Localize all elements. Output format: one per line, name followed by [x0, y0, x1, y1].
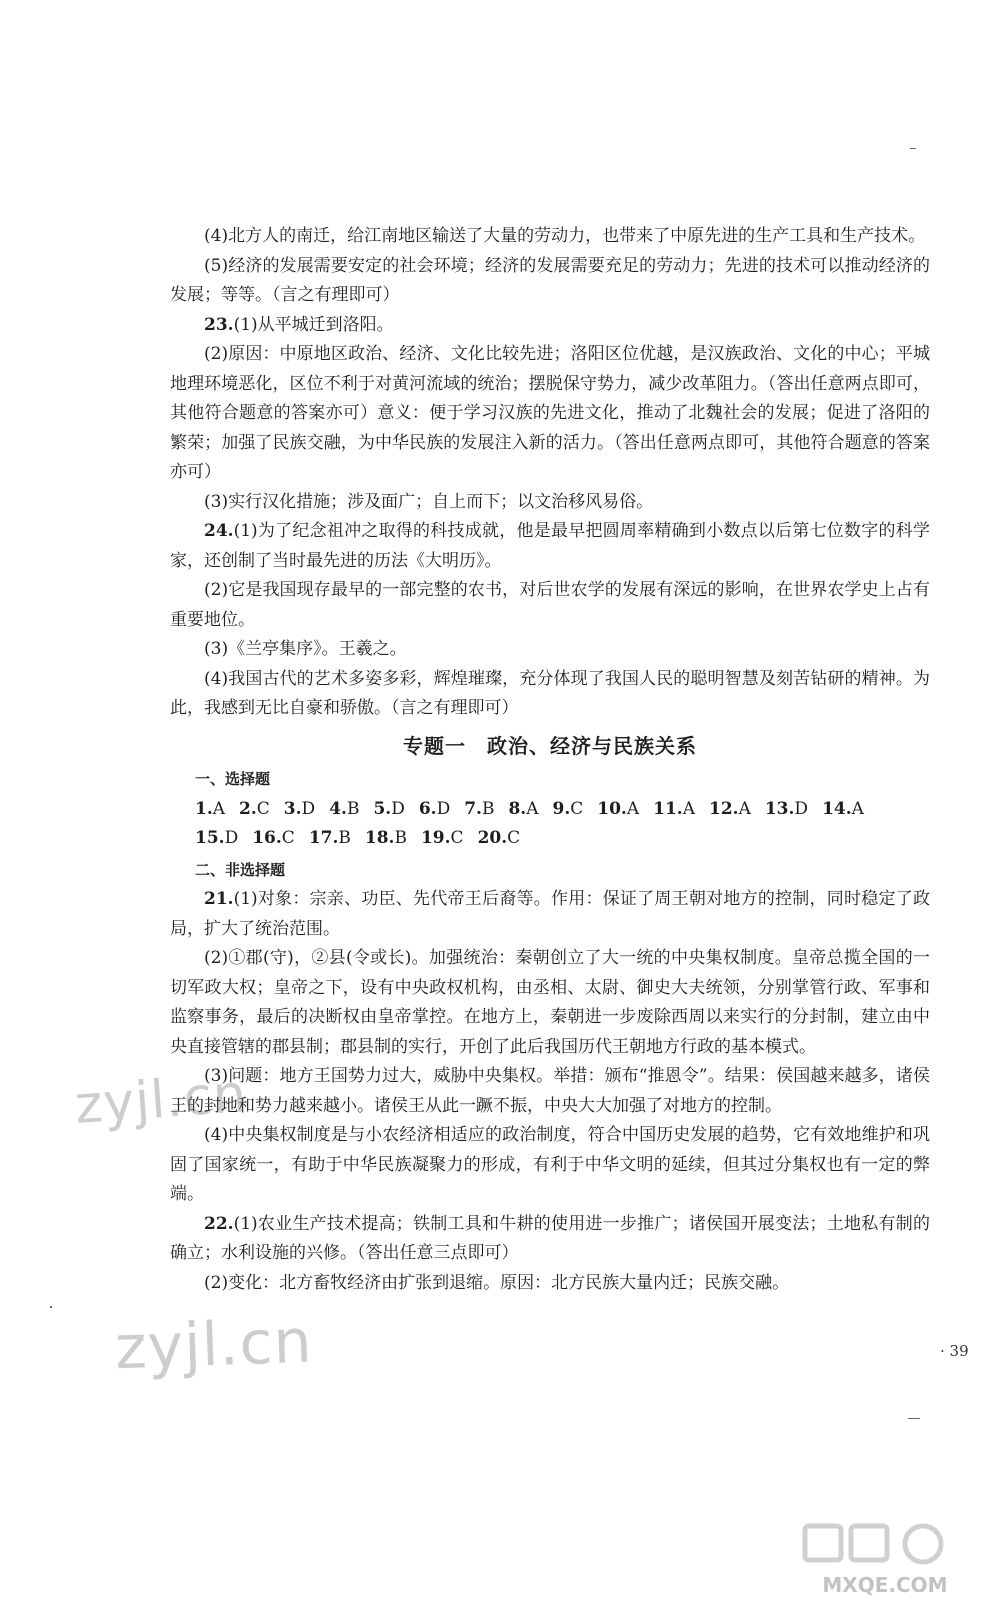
subhead-non-multiple-choice: 二、非选择题: [195, 860, 286, 879]
mcq-answer: [195, 795, 225, 825]
mcq-choice: D: [794, 798, 809, 819]
mcq-number: 16.: [252, 828, 282, 848]
multiple-choice-answers: [195, 795, 930, 854]
mcq-choice: D: [391, 798, 405, 819]
answer-paragraph: [170, 885, 930, 944]
answer-text: (1)农业生产技术提高；铁制工具和牛耕的使用进一步推广；诸侯国开展变法；土地私有制的确立；水利设施的兴修。（答出任意三点即可）: [170, 1213, 930, 1263]
mcq-choice: A: [851, 798, 864, 819]
answer-paragraph: [170, 944, 930, 1062]
mcq-number: 14.: [822, 798, 852, 819]
mcq-choice: A: [526, 798, 539, 819]
mcq-number: 18.: [364, 828, 395, 848]
mcq-number: 13.: [764, 798, 795, 819]
mcq-answer: [464, 795, 494, 825]
answer-text: (4)北方人的南迁，给江南地区输送了大量的劳动力，也带来了中原先进的生产工具和生产技术。: [204, 226, 926, 246]
mcq-choice: B: [481, 798, 495, 819]
answer-text: (2)原因：中原地区政治、经济、文化比较先进；洛阳区位优越，是汉族政治、文化的中心；平城地理环境恶化，区位不利于对黄河流域的统治；摆脱保守势力，减少改革阻力。（答出任意两点即可，其他符合题意的答案亦可）意义：便于学习汉族的先进文化，推动了北魏社会的发展；促进了洛阳的繁荣；加强了民族交融，为中华民族的发展注入新的活力。（答出任意两点即可，其他符合题意的答案亦可）: [170, 344, 930, 482]
answer-text: (4)中央集权制度是与小农经济相适应的政治制度，符合中国历史发展的趋势，它有效地维护和巩固了国家统一，有助于中华民族凝聚力的形成，有利于中华文明的延续，但其过分集权也有一定的弊端。: [170, 1125, 930, 1204]
answer-text: (1)从平城迁到洛阳。: [233, 314, 394, 335]
mcq-choice: C: [507, 828, 521, 848]
answer-paragraph: [170, 340, 930, 488]
scan-speck: [908, 1418, 920, 1419]
mcq-choice: A: [682, 798, 695, 819]
answer-text: (4)我国古代的艺术多姿多彩，辉煌璀璨，充分体现了我国人民的聪明智慧及刻苦钻研的精神。为此，我感到无比自豪和骄傲。（言之有理即可）: [170, 668, 930, 718]
answer-paragraph: [170, 517, 930, 576]
mcq-answer: [508, 795, 538, 825]
mcq-number: 12.: [708, 798, 739, 819]
mcq-answer: [421, 824, 464, 854]
mcq-number: 19.: [420, 828, 451, 848]
mcq-choice: C: [256, 798, 270, 819]
answer-paragraph: [170, 222, 930, 252]
bottom-answers: [170, 885, 930, 1298]
mcq-answer: [239, 795, 270, 825]
mcq-answer: [284, 795, 315, 825]
question-number: 23.: [204, 314, 234, 335]
answer-paragraph: [170, 1062, 930, 1121]
mcq-answer: [765, 795, 808, 825]
answer-paragraph: [170, 1269, 930, 1299]
mcq-number: 6.: [418, 798, 437, 819]
question-number: 21.: [204, 889, 234, 909]
mcq-answer: [597, 795, 639, 825]
scan-speck: [910, 148, 916, 149]
mcq-answer: [252, 824, 295, 854]
mcq-number: 5.: [373, 798, 392, 819]
mcq-number: 4.: [329, 798, 347, 819]
mcq-answer: [195, 824, 238, 854]
mcq-number: 9.: [552, 798, 571, 819]
mcq-answer: [373, 795, 404, 825]
answer-text: (2)①郡(守)，②县(令或长)。加强统治：秦朝创立了大一统的中央集权制度。皇帝总揽全国的一切军政大权；皇帝之下，设有中央政权机构，由丞相、太尉、御史大夫统领，分别掌管行政、军事和监察事务，最后的决断权由皇帝掌控。在地方上，秦朝进一步废除西周以来实行的分封制，建立由中央直接管辖的郡县制；郡县制的实行，开创了此后我国历代王朝地方行政的基本模式。: [170, 948, 930, 1057]
answer-paragraph: [170, 635, 930, 665]
mcq-number: 8.: [508, 798, 527, 819]
mcq-number: 11.: [653, 798, 683, 819]
corner-logo-text: MXQE.COM: [822, 1573, 948, 1597]
mcq-answer: [329, 795, 359, 825]
mcq-number: 20.: [477, 828, 508, 848]
mcq-choice: D: [224, 828, 239, 848]
answer-text: (1)为了纪念祖冲之取得的科技成就，他是最早把圆周率精确到小数点以后第七位数字的科学家，还创制了当时最先进的历法《大明历》。: [170, 521, 930, 571]
mcq-choice: C: [570, 798, 584, 819]
mcq-choice: A: [212, 798, 226, 819]
answer-paragraph: [170, 488, 930, 518]
watermark-text: zyjl.cn: [113, 1306, 314, 1384]
answer-page-content: [170, 222, 930, 1298]
mcq-choice: C: [450, 828, 464, 848]
answer-text: (5)经济的发展需要安定的社会环境；经济的发展需要充足的劳动力；先进的技术可以推动经济的发展；等等。（言之有理即可）: [170, 255, 930, 305]
answer-text: (3)问题：地方王国势力过大，威胁中央集权。举措：颁布“推恩令”。结果：侯国越来越多，诸侯王的封地和势力越来越小。诸侯王从此一蹶不振，中央大大加强了对地方的控制。: [170, 1066, 930, 1116]
page-number: · 39: [940, 1342, 969, 1360]
mcq-number: 1.: [195, 798, 213, 819]
mcq-number: 2.: [239, 798, 257, 819]
mcq-number: 7.: [464, 798, 482, 819]
question-number: 24.: [204, 521, 234, 541]
section-title: 专题一 政治、经济与民族关系: [403, 733, 697, 758]
mcq-choice: B: [346, 798, 360, 819]
mcq-choice: D: [436, 798, 451, 819]
mcq-answer: [419, 795, 450, 825]
corner-logo: [785, 1520, 985, 1600]
watermark-text: zyjl.cn: [73, 1064, 249, 1136]
mcq-answer: [553, 795, 584, 825]
answer-paragraph: [170, 665, 930, 724]
answer-text: (2)它是我国现存最早的一部完整的农书，对后世农学的发展有深远的影响，在世界农学史上占有重要地位。: [170, 580, 930, 630]
answer-paragraph: [170, 576, 930, 635]
subhead-multiple-choice: 一、选择题: [195, 770, 271, 788]
mcq-number: 10.: [597, 798, 627, 819]
answer-paragraph: [170, 1210, 930, 1269]
mcq-choice: D: [301, 798, 316, 819]
mcq-answer: [478, 824, 521, 854]
mcq-answer: [309, 824, 351, 854]
question-number: 22.: [204, 1213, 234, 1234]
mcq-answer: [709, 795, 751, 825]
mcq-choice: B: [338, 828, 351, 848]
mcq-answer: [822, 795, 864, 825]
answer-paragraph: [170, 1121, 930, 1210]
mcq-number: 17.: [308, 828, 339, 848]
answer-text: (1)对象：宗亲、功臣、先代帝王后裔等。作用：保证了周王朝对地方的控制，同时稳定了政局，扩大了统治范围。: [170, 889, 930, 939]
mcq-answer: [365, 824, 407, 854]
answer-text: (3)实行汉化措施；涉及面广；自上而下；以文治移风易俗。: [204, 491, 654, 512]
answer-text: (3)《兰亭集序》。王羲之。: [204, 639, 407, 659]
answer-paragraph: [170, 252, 930, 311]
mcq-choice: B: [394, 828, 407, 848]
scan-speck: [50, 1306, 52, 1308]
mcq-number: 3.: [283, 798, 302, 819]
top-answers: [170, 222, 930, 724]
mcq-answer: [653, 795, 695, 825]
mcq-choice: C: [281, 828, 295, 848]
mcq-choice: A: [626, 798, 640, 819]
mcq-number: 15.: [195, 828, 225, 848]
answer-text: (2)变化：北方畜牧经济由扩张到退缩。原因：北方民族大量内迁；民族交融。: [204, 1272, 790, 1293]
answer-paragraph: [170, 311, 930, 341]
mcq-choice: A: [738, 798, 751, 819]
